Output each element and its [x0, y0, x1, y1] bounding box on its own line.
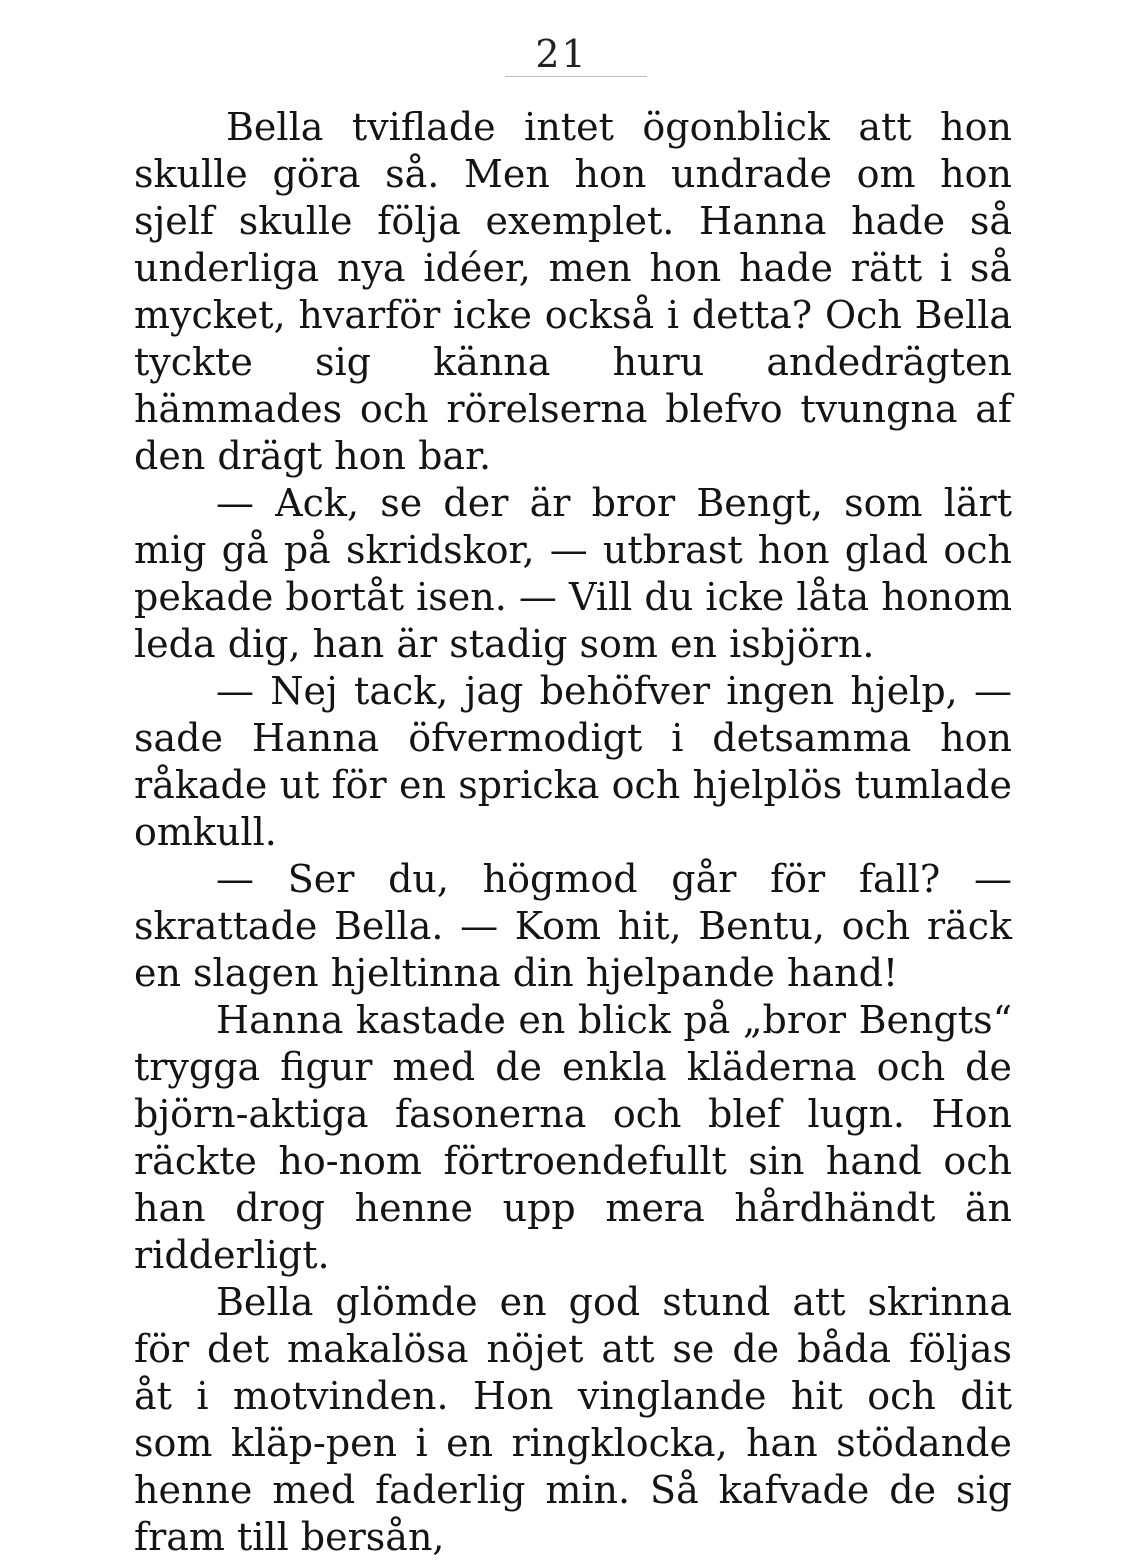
paragraph-1: Bella tviflade intet ögonblick att hon skulle göra så. Men hon undrade om hon sjelf skulle följa exemplet. Hanna hade så underliga nya idéer, men hon hade rätt i så mycket, hvarför icke också i detta? Och Bella tyckte sig känna huru andedrägten hämmades och rörelserna blefvo tvungna af den drägt hon bar.: [134, 105, 1012, 478]
header-rule: [505, 76, 647, 77]
paragraph-6: Bella glömde en god stund att skrinna för det makalösa nöjet att se de båda följas åt i motvinden. Hon vinglande hit och dit som kläp-pen i en ringklocka, han stödande henne med faderlig min. Så kafvade de sig fram till bersån,: [134, 1280, 1012, 1559]
body-text: [134, 104, 1012, 1561]
paragraph-2: — Ack, se der är bror Bengt, som lärt mig gå på skridskor, — utbrast hon glad och pekade bortåt isen. — Vill du icke låta honom leda dig, han är stadig som en isbjörn.: [134, 481, 1012, 666]
paragraph-3: — Nej tack, jag behöfver ingen hjelp, — sade Hanna öfvermodigt i detsamma hon råkade ut för en spricka och hjelplös tumlade omkull.: [134, 669, 1012, 854]
paragraph-4: — Ser du, högmod går för fall? — skrattade Bella. — Kom hit, Bentu, och räck en slagen hjeltinna din hjelpande hand!: [134, 857, 1012, 995]
page-number: 21: [535, 32, 588, 76]
paragraph-5: Hanna kastade en blick på „bror Bengts“ trygga figur med de enkla kläderna och de björn-aktiga fasonerna och blef lugn. Hon räckte ho-nom förtroendefullt sin hand och han drog henne upp mera hårdhändt än ridderligt.: [134, 998, 1012, 1277]
